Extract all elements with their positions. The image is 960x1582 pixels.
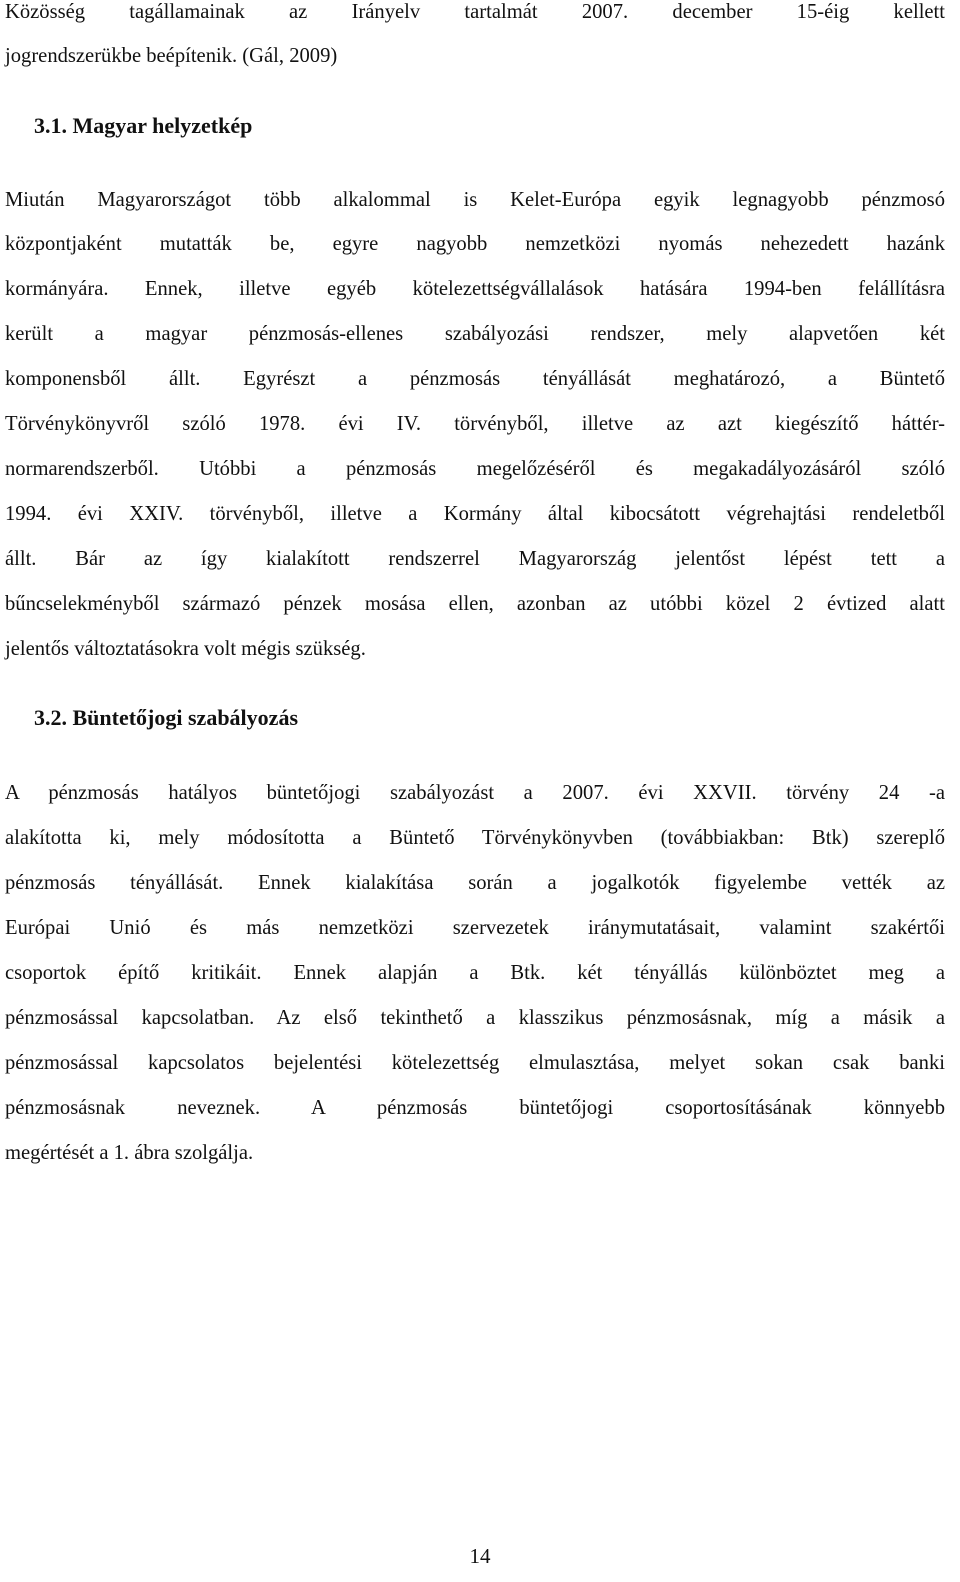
paragraph-line: bűncselekményből származó pénzek mosása ellen, azonban az utóbbi közel 2 évtized alatt (5, 593, 945, 615)
section-heading-3-1: 3.1. Magyar helyzetkép (34, 113, 253, 138)
paragraph-line: normarendszerből. Utóbbi a pénzmosás megelőzéséről és megakadályozásáról szóló (5, 458, 945, 480)
paragraph-line: kormányára. Ennek, illetve egyéb kötelezettségvállalások hatására 1994-ben felállításra (5, 278, 945, 300)
paragraph-line: pénzmosásnak neveznek. A pénzmosás büntetőjogi csoportosításának könnyebb (5, 1097, 945, 1119)
paragraph-line: került a magyar pénzmosás-ellenes szabályozási rendszer, mely alapvetően két (5, 323, 945, 345)
paragraph-line: Törvénykönyvről szóló 1978. évi IV. törvényből, illetve az azt kiegészítő háttér- (5, 413, 945, 435)
page-number: 14 (469, 1544, 491, 1568)
paragraph-line: pénzmosással kapcsolatban. Az első tekinthető a klasszikus pénzmosásnak, míg a másik a (5, 1007, 945, 1029)
paragraph-line: csoportok építő kritikáit. Ennek alapján a Btk. két tényállás különböztet meg a (5, 962, 945, 984)
intro-line: Közösség tagállamainak az Irányelv tartalmát 2007. december 15-éig kellett (5, 1, 945, 23)
paragraph-line: pénzmosással kapcsolatos bejelentési kötelezettség elmulasztása, melyet sokan csak banki (5, 1052, 945, 1074)
paragraph-line: A pénzmosás hatályos büntetőjogi szabályozást a 2007. évi XXVII. törvény 24 -a (5, 782, 945, 804)
paragraph-line: állt. Bár az így kialakított rendszerrel Magyarország jelentőst lépést tett a (5, 548, 945, 570)
paragraph-line: Miután Magyarországot több alkalommal is Kelet-Európa egyik legnagyobb pénzmosó (5, 189, 945, 211)
paragraph-line: megértését a 1. ábra szolgálja. (5, 1142, 254, 1164)
paragraph-line: komponensből állt. Egyrészt a pénzmosás tényállását meghatározó, a Büntető (5, 368, 945, 390)
paragraph-line: alakította ki, mely módosította a Büntető Törvénykönyvben (továbbiakban: Btk) szereplő (5, 827, 945, 849)
paragraph-line: központjaként mutatták be, egyre nagyobb nemzetközi nyomás nehezedett hazánk (5, 233, 945, 255)
paragraph-line: jelentős változtatásokra volt mégis szükség. (5, 638, 366, 660)
paragraph-line: 1994. évi XXIV. törvényből, illetve a Kormány által kibocsátott végrehajtási rendeletből (5, 503, 945, 525)
intro-line: jogrendszerükbe beépítenik. (Gál, 2009) (5, 45, 338, 67)
paragraph-line: pénzmosás tényállását. Ennek kialakítása során a jogalkotók figyelembe vették az (5, 872, 945, 894)
section-heading-3-2: 3.2. Büntetőjogi szabályozás (34, 705, 298, 730)
paragraph-line: Európai Unió és más nemzetközi szervezetek iránymutatásait, valamint szakértői (5, 917, 945, 939)
